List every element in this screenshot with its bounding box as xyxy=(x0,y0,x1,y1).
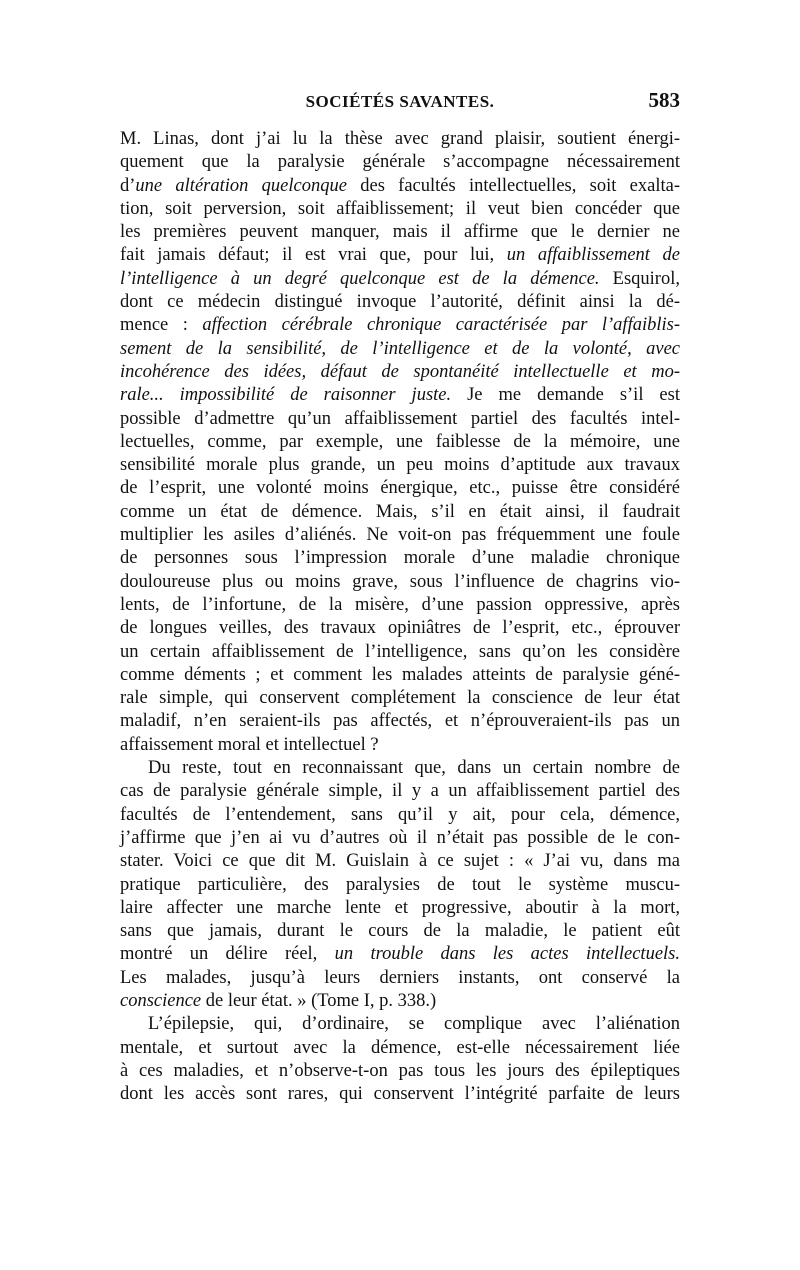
text-line xyxy=(120,431,680,454)
running-head xyxy=(120,88,680,118)
text-segment: de longues veilles, des travaux opiniâtres de l’esprit, etc., éprouver xyxy=(120,618,680,639)
italic-segment: sement de la sensibilité, de l’intelligence et de la volonté, avec xyxy=(120,338,680,359)
text-segment: quement que la paralysie générale s’accompagne nécessairement xyxy=(120,152,680,173)
text-line xyxy=(120,990,680,1013)
text-line xyxy=(120,291,680,314)
text-segment: rale simple, qui conservent complétement la conscience de leur état xyxy=(120,688,680,709)
text-line xyxy=(120,221,680,244)
text-segment: mentale, et surtout avec la démence, est-elle nécessairement liée xyxy=(120,1037,680,1058)
text-segment: multiplier les asiles d’aliénés. Ne voit-on pas fréquemment une foule xyxy=(120,525,680,546)
text-line xyxy=(120,1037,680,1060)
text-line xyxy=(120,571,680,594)
text-segment: d’ xyxy=(120,175,136,196)
text-line xyxy=(120,198,680,221)
text-line xyxy=(120,850,680,873)
text-line xyxy=(120,128,680,151)
text-line xyxy=(120,804,680,827)
text-line xyxy=(120,524,680,547)
text-line xyxy=(120,687,680,710)
text-line xyxy=(120,664,680,687)
italic-segment: rale... impossibilité de raisonner juste. xyxy=(120,385,452,406)
italic-segment: un trouble dans les actes intellectuels. xyxy=(334,944,680,965)
text-segment: pratique particulière, des paralysies de tout le système muscu- xyxy=(120,874,680,895)
text-line xyxy=(120,361,680,384)
text-line xyxy=(120,920,680,943)
text-segment: Je me demande s’il est xyxy=(451,385,680,406)
text-segment: dont les accès sont rares, qui conservent l’intégrité parfaite de leurs xyxy=(120,1084,680,1105)
text-segment: L’épilepsie, qui, d’ordinaire, se complique avec l’aliénation xyxy=(148,1014,680,1035)
text-line xyxy=(120,897,680,920)
text-line xyxy=(120,1013,680,1036)
text-line xyxy=(120,314,680,337)
text-segment: fait jamais défaut; il est vrai que, pour lui, xyxy=(120,245,507,266)
text-segment: un certain affaiblissement de l’intelligence, sans qu’on les considère xyxy=(120,641,680,662)
text-segment: j’affirme que j’en ai vu d’autres où il n’était pas possible de le con- xyxy=(120,827,680,848)
text-line xyxy=(120,710,680,733)
text-segment: de leur état. » (Tome I, p. 338.) xyxy=(201,990,437,1011)
text-segment: sensibilité morale plus grande, un peu moins d’aptitude aux travaux xyxy=(120,455,680,476)
text-segment: tion, soit perversion, soit affaiblissement; il veut bien concéder que xyxy=(120,198,680,219)
text-segment: comme un état de démence. Mais, s’il en était ainsi, il faudrait xyxy=(120,501,680,522)
text-segment: stater. Voici ce que dit M. Guislain à ce sujet : « J’ai vu, dans ma xyxy=(120,851,680,872)
text-line xyxy=(120,943,680,966)
text-line xyxy=(120,408,680,431)
text-line xyxy=(120,594,680,617)
body-text xyxy=(120,128,680,1106)
text-line xyxy=(120,501,680,524)
italic-segment: un affaiblissement de xyxy=(506,245,680,266)
text-segment: lents, de l’infortune, de la misère, d’une passion oppressive, après xyxy=(120,594,680,615)
running-title: SOCIÉTÉS SAVANTES. xyxy=(305,92,495,111)
text-segment: à ces maladies, et n’observe-t-on pas tous les jours des épileptiques xyxy=(120,1060,680,1081)
text-segment: maladif, n’en seraient-ils pas affectés, et n’éprouveraient-ils pas un xyxy=(120,711,680,732)
italic-segment: l’intelligence à un degré quelconque est de la démence. xyxy=(120,268,600,289)
text-segment: dont ce médecin distingué invoque l’autorité, définit ainsi la dé- xyxy=(120,292,680,313)
text-line xyxy=(120,641,680,664)
text-line xyxy=(120,827,680,850)
text-segment: douloureuse plus ou moins grave, sous l’influence de chagrins vio- xyxy=(120,571,680,592)
text-segment: Esquirol, xyxy=(599,268,680,289)
text-segment: facultés de l’entendement, sans qu’il y ait, pour cela, démence, xyxy=(120,804,680,825)
text-line xyxy=(120,338,680,361)
text-line xyxy=(120,757,680,780)
text-segment: de personnes sous l’impression morale d’une maladie chronique xyxy=(120,548,680,569)
text-line xyxy=(120,617,680,640)
text-segment: mence : xyxy=(120,315,203,336)
text-line xyxy=(120,967,680,990)
italic-segment: affection cérébrale chronique caractérisée par l’affaiblis- xyxy=(202,315,680,336)
text-line xyxy=(120,268,680,291)
text-segment: les premières peuvent manquer, mais il affirme que le dernier ne xyxy=(120,222,680,243)
italic-segment: conscience xyxy=(120,990,202,1011)
text-line xyxy=(120,734,680,757)
text-segment: affaissement moral et intellectuel ? xyxy=(120,734,379,755)
text-line xyxy=(120,1083,680,1106)
text-line xyxy=(120,244,680,267)
text-line xyxy=(120,1060,680,1083)
text-line xyxy=(120,151,680,174)
text-segment: sans que jamais, durant le cours de la maladie, le patient eût xyxy=(120,921,680,942)
text-segment: des facultés intellectuelles, soit exalta- xyxy=(346,175,680,196)
text-line xyxy=(120,477,680,500)
text-segment: de l’esprit, une volonté moins énergique, etc., puisse être considéré xyxy=(120,478,680,499)
text-line xyxy=(120,175,680,198)
text-line xyxy=(120,780,680,803)
text-line xyxy=(120,874,680,897)
italic-segment: incohérence des idées, défaut de spontanéité intellectuelle et mo- xyxy=(120,361,680,382)
text-line xyxy=(120,384,680,407)
text-segment: montré un délire réel, xyxy=(120,944,335,965)
text-segment: cas de paralysie générale simple, il y a un affaiblissement partiel des xyxy=(120,781,680,802)
text-segment: possible d’admettre qu’un affaiblissement partiel des facultés intel- xyxy=(120,408,680,429)
text-segment: lectuelles, comme, par exemple, une faiblesse de la mémoire, une xyxy=(120,431,680,452)
text-segment: comme déments ; et comment les malades atteints de paralysie géné- xyxy=(120,664,680,685)
text-segment: M. Linas, dont j’ai lu la thèse avec grand plaisir, soutient énergi- xyxy=(120,129,680,149)
text-line xyxy=(120,547,680,570)
page-number: 583 xyxy=(648,88,680,112)
text-segment: laire affecter une marche lente et progressive, aboutir à la mort, xyxy=(120,897,680,918)
text-line xyxy=(120,454,680,477)
text-segment: Du reste, tout en reconnaissant que, dans un certain nombre de xyxy=(148,758,680,779)
text-segment: Les malades, jusqu’à leurs derniers instants, ont conservé la xyxy=(120,967,680,988)
italic-segment: une altération quelconque xyxy=(135,175,347,196)
